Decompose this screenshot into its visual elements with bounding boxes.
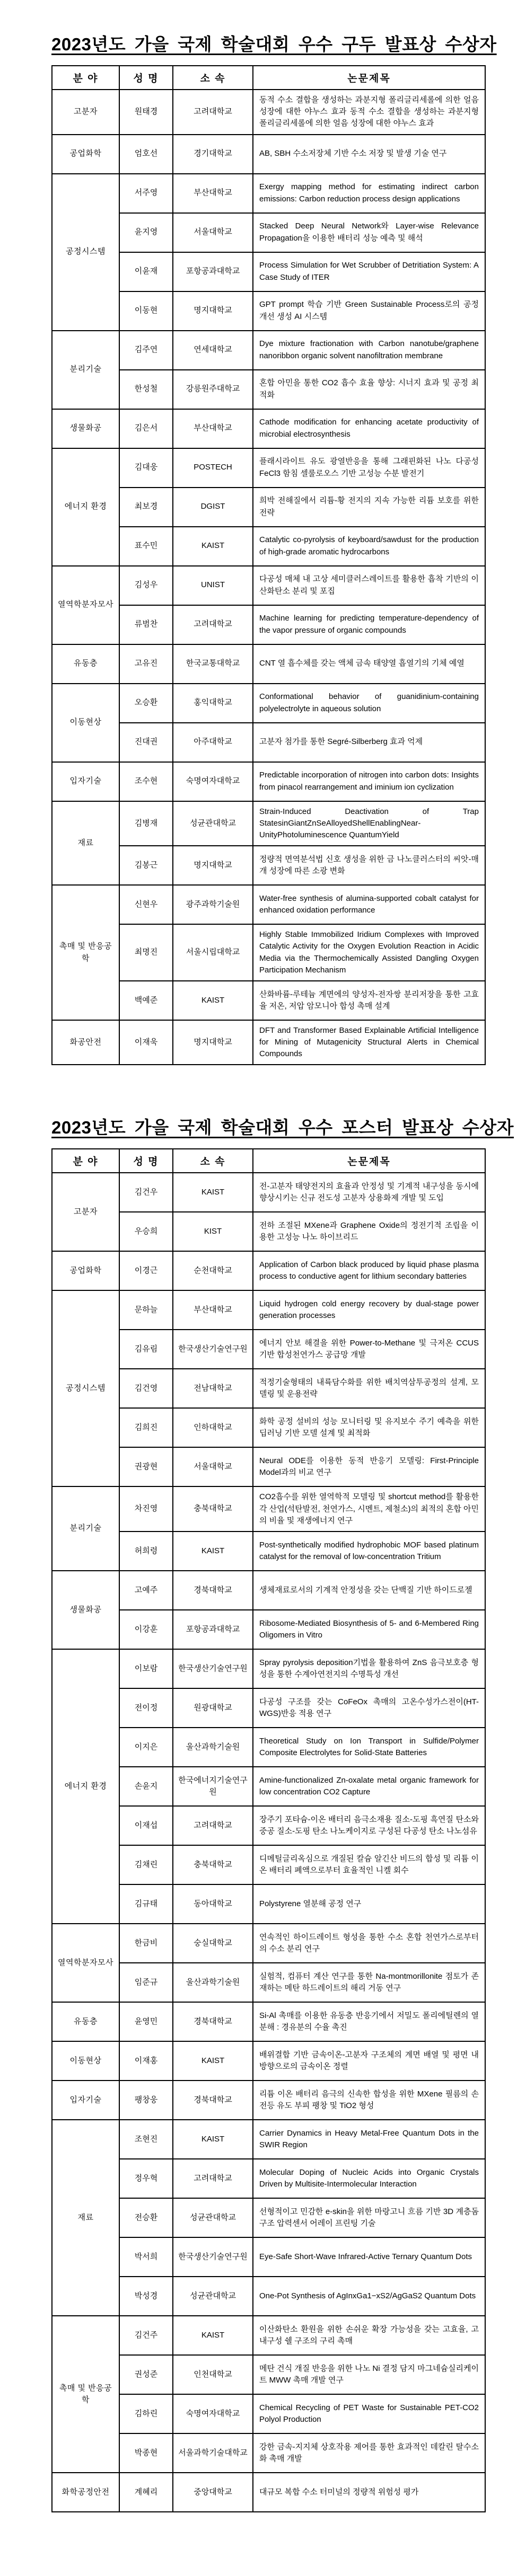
paper-title-cell: 대규모 복합 수소 터미널의 정량적 위험성 평가 [253,2473,485,2512]
paper-title-cell: Molecular Doping of Nucleic Acids into Organic Crystals Driven by Multisite-Intermolecular Interaction [253,2159,485,2198]
paper-title-cell: 플래시라이트 유도 광열반응을 통해 그래핀화된 나노 다공성 FeCl3 함침 셀룰로오스 기반 고성능 수분 발전기 [253,448,485,488]
winner-name-cell: 조수현 [119,762,173,801]
field-cell: 입자기술 [52,762,119,801]
winner-name-cell: 고유진 [119,644,173,684]
affiliation-cell: KAIST [173,1173,253,1212]
paper-title-cell: 선형적이고 민감한 e-skin을 위한 마랑고니 흐름 기반 3D 계층돔 구조 압력센서 어레이 프린팅 기술 [253,2198,485,2237]
winner-name-cell: 김하린 [119,2394,173,2433]
field-cell: 공정시스템 [52,1290,119,1486]
award-row [52,1571,485,1610]
paper-title-cell: 동적 수소 결합을 생성하는 과분지형 폴리글리세롤에 의한 얼음 성장에 대한 야누스 효과 동적 수소 결합을 생성하는 과분지형 폴리글리세롤에 의한 얼음 성장에 대한 야누스 효과 [253,90,485,135]
winner-name-cell: 김봉근 [119,846,173,885]
winner-name-cell: 이강훈 [119,1610,173,1649]
paper-title-cell: 화학 공정 설비의 성능 모니터링 및 유지보수 주기 예측을 위한 딥러닝 기반 모델 설계 및 최적화 [253,1408,485,1447]
paper-title-cell: 디메틸글리옥심으로 개질된 칼슘 알긴산 비드의 합성 및 리튬 이온 배터리 폐액으로부터 효율적인 니켈 회수 [253,1845,485,1884]
header-row [52,1149,485,1173]
affiliation-cell: 서울시립대학교 [173,924,253,981]
paper-title-cell: 다공성 매체 내 고상 세미클러스레이트를 활용한 흡착 기반의 이산화탄소 분리 및 포집 [253,566,485,605]
paper-title-cell: 실험적, 컴퓨터 계산 연구를 통한 Na-montmorillonite 점토가 존재하는 메탄 하드레이트의 해리 거동 연구 [253,1963,485,2002]
paper-title-cell: 산화바륨-루테늄 계면에의 양성자-전자쌍 분리저장을 통한 고효율 저온, 저압 암모니아 합성 촉매 설계 [253,981,485,1020]
affiliation-cell: 숙명여자대학교 [173,2394,253,2433]
affiliation-cell: 울산과학기술원 [173,1963,253,2002]
field-cell: 유동층 [52,2002,119,2041]
paper-title-cell: Chemical Recycling of PET Waste for Sustainable PET-CO2 Polyol Production [253,2394,485,2433]
award-row [52,331,485,370]
winner-name-cell: 차진영 [119,1486,173,1532]
winner-name-cell: 김규태 [119,1884,173,1924]
paper-title-cell: Neural ODE를 이용한 동적 반응기 모델링: First-Principle Model과의 비교 연구 [253,1447,485,1486]
winner-name-cell: 김병재 [119,801,173,846]
affiliation-cell: 동아대학교 [173,1884,253,1924]
affiliation-cell: KAIST [173,2316,253,2355]
award-row [52,644,485,684]
winner-name-cell: 윤영민 [119,2002,173,2041]
winner-name-cell: 김건영 [119,1369,173,1408]
field-cell: 분리기술 [52,331,119,409]
field-cell: 공업화학 [52,135,119,174]
winner-name-cell: 김은서 [119,409,173,448]
affiliation-cell: 경북대학교 [173,2081,253,2120]
winner-name-cell: 김건주 [119,2316,173,2355]
affiliation-cell: KAIST [173,1532,253,1571]
paper-title-cell: 에너지 안보 해결을 위한 Power-to-Methane 및 극저온 CCUS 기반 합성천연가스 공급망 개발 [253,1330,485,1369]
winner-name-cell: 전이정 [119,1688,173,1728]
name-column-header: 성 명 [119,1149,173,1173]
paper-title-cell: 연속적인 하이드레이트 형성을 통한 수소 혼합 천연가스로부터의 수소 분리 연구 [253,1924,485,1963]
field-cell: 에너지 환경 [52,1649,119,1924]
winner-name-cell: 최보경 [119,488,173,527]
winner-name-cell: 이지은 [119,1728,173,1767]
paper-title-cell: Cathode modification for enhancing acetate productivity of microbial electrosynthesis [253,409,485,448]
poster-award-section [51,1114,514,2512]
paper-title-cell: Stacked Deep Neural Network와 Layer-wise Relevance Propagation을 이용한 배터리 성능 예측 및 해석 [253,213,485,252]
header-row [52,66,485,90]
affiliation-cell: 고려대학교 [173,1806,253,1845]
field-cell: 공정시스템 [52,174,119,331]
field-cell: 화학공정안전 [52,2473,119,2512]
winner-name-cell: 이보람 [119,1649,173,1688]
field-cell: 이동현상 [52,684,119,762]
affiliation-cell: 경북대학교 [173,2002,253,2041]
field-cell: 분리기술 [52,1486,119,1571]
winner-name-cell: 이경근 [119,1251,173,1290]
winner-name-cell: 손윤지 [119,1767,173,1806]
field-cell: 에너지 환경 [52,448,119,566]
poster-award-title: 2023년도 가을 국제 학술대회 우수 포스터 발표상 수상자 [51,1118,514,1138]
paper-title-cell: Exergy mapping method for estimating indirect carbon emissions: Carbon reduction process design applications [253,174,485,213]
paper-title-cell: Application of Carbon black produced by liquid phase plasma process to conductive agent for lithium secondary batteries [253,1251,485,1290]
award-row [52,1486,485,1532]
winner-name-cell: 서주영 [119,174,173,213]
winner-name-cell: 박서희 [119,2237,173,2277]
affiliation-cell: 서울대학교 [173,213,253,252]
paper-title-cell: Catalytic co-pyrolysis of keyboard/sawdust for the production of high-grade aromatic hydrocarbons [253,527,485,566]
field-cell: 생물화공 [52,409,119,448]
paper-title-cell: GPT prompt 학습 기반 Green Sustainable Process로의 공정 개선 생성 AI 시스템 [253,291,485,331]
winner-name-cell: 류범찬 [119,605,173,644]
affiliation-cell: 한국에너지기술연구원 [173,1767,253,1806]
winner-name-cell: 김유림 [119,1330,173,1369]
paper-title-cell: One-Pot Synthesis of AgInxGa1−xS2/AgGaS2 Quantum Dots [253,2277,485,2316]
award-row [52,2081,485,2120]
paper-title-cell: 메탄 건식 개질 반응을 위한 나노 Ni 결정 담지 마그네슘실리케이트 MWW 촉매 개발 연구 [253,2355,485,2394]
affiliation-cell: KIST [173,1212,253,1251]
paper-title-cell: 전하 조절된 MXene과 Graphene Oxide의 정전기적 조립을 이용한 고성능 나노 하이브리드 [253,1212,485,1251]
affiliation-cell: 순천대학교 [173,1251,253,1290]
oral-award-table [51,65,486,1065]
paper-title-cell: 다공성 구조를 갖는 CoFeOx 촉매의 고온수성가스전이(HT-WGS)반응 적용 연구 [253,1688,485,1728]
award-row [52,1649,485,1688]
paper-title-cell: DFT and Transformer Based Explainable Artificial Intelligence for Mining of Mutagenicity Structural Alerts in Chemical Compounds [253,1020,485,1065]
paper-title-cell: 생체재료로서의 기계적 안정성을 갖는 단백질 기반 하이드로젤 [253,1571,485,1610]
affiliation-cell: 중앙대학교 [173,2473,253,2512]
winner-name-cell: 이재욱 [119,1020,173,1065]
field-cell: 재료 [52,2120,119,2316]
affiliation-cell: 경기대학교 [173,135,253,174]
award-row [52,174,485,213]
affiliation-cell: 경북대학교 [173,1571,253,1610]
affiliation-cell: KAIST [173,981,253,1020]
winner-name-cell: 박종현 [119,2433,173,2473]
winner-name-cell: 박성경 [119,2277,173,2316]
winner-name-cell: 원태경 [119,90,173,135]
winner-name-cell: 엄호선 [119,135,173,174]
winner-name-cell: 한금비 [119,1924,173,1963]
paper-title-cell: Amine-functionalized Zn-oxalate metal organic framework for low concentration CO2 Capture [253,1767,485,1806]
affiliation-column-header: 소 속 [173,66,253,90]
winner-name-cell: 허희령 [119,1532,173,1571]
affiliation-cell: 충북대학교 [173,1486,253,1532]
paper-title-cell: Water-free synthesis of alumina-supported cobalt catalyst for enhanced oxidation performance [253,885,485,924]
paper-title-cell: 희박 전해질에서 리튬-황 전지의 지속 가능한 리튬 보호를 위한 전략 [253,488,485,527]
award-row [52,1924,485,1963]
winner-name-cell: 권성준 [119,2355,173,2394]
oral-award-title: 2023년도 가을 국제 학술대회 우수 구두 발표상 수상자 [51,34,497,54]
field-cell: 고분자 [52,90,119,135]
paper-title-cell: Theoretical Study on Ion Transport in Sulfide/Polymer Composite Electrolytes for Solid-State Batteries [253,1728,485,1767]
paper-title-cell: 배위결합 기반 금속이온-고분자 구조체의 계면 배열 및 평면 내 방향으로의 금속이온 정렬 [253,2041,485,2081]
affiliation-cell: KAIST [173,2120,253,2159]
affiliation-cell: 연세대학교 [173,331,253,370]
affiliation-cell: POSTECH [173,448,253,488]
field-cell: 화공안전 [52,1020,119,1065]
affiliation-cell: DGIST [173,488,253,527]
winner-name-cell: 임준규 [119,1963,173,2002]
winner-name-cell: 백예준 [119,981,173,1020]
field-cell: 유동층 [52,644,119,684]
affiliation-cell: KAIST [173,527,253,566]
award-row [52,2316,485,2355]
paper-title-cell: AB, SBH 수소저장체 기반 수소 저장 및 발생 기술 연구 [253,135,485,174]
affiliation-cell: 한국생산기술연구원 [173,1649,253,1688]
paper-title-cell: 혼합 아민을 통한 CO2 흡수 효율 향상: 시너지 효과 및 공정 최적화 [253,370,485,409]
award-row [52,135,485,174]
affiliation-cell: 부산대학교 [173,174,253,213]
affiliation-cell: 부산대학교 [173,409,253,448]
paper-title-cell: 고분자 첨가를 통한 Segré-Silberberg 효과 억제 [253,723,485,762]
winner-name-cell: 김성우 [119,566,173,605]
winner-name-cell: 표수민 [119,527,173,566]
paper-title-cell: 리튬 이온 배터리 음극의 신속한 합성을 위한 MXene 필름의 손전등 유도 부피 팽창 및 TiO2 형성 [253,2081,485,2120]
field-cell: 고분자 [52,1173,119,1251]
paper-title-cell: CO2흡수를 위한 열역학적 모델링 및 shortcut method를 활용한 각 산업(석탄발전, 천연가스, 시멘트, 제철소)의 최적의 혼합 아민의 비율 및 재생에너지 연구 [253,1486,485,1532]
poster-award-table-body [52,1173,485,2512]
winner-name-cell: 신현우 [119,885,173,924]
affiliation-cell: 숭실대학교 [173,1924,253,1963]
winner-name-cell: 김주연 [119,331,173,370]
paper-title-cell: Ribosome-Mediated Biosynthesis of 5- and 6-Membered Ring Oligomers in Vitro [253,1610,485,1649]
paper-title-cell: CNT 열 흡수체를 갖는 액체 금속 태양열 흡열기의 기체 예열 [253,644,485,684]
award-row [52,1173,485,1212]
paper-title-cell: Strain-Induced Deactivation of Trap StatesinGiantZnSeAlloyedShellEnablingNear-UnityPhotoluminescence QuantumYield [253,801,485,846]
paper-title-cell: Process Simulation for Wet Scrubber of Detritiation System: A Case Study of ITER [253,252,485,291]
winner-name-cell: 김대웅 [119,448,173,488]
award-row [52,2120,485,2159]
paper-title-cell: 정량적 면역분석법 신호 생성을 위한 금 나노클러스터의 씨앗-매개 성장에 따른 소광 변화 [253,846,485,885]
winner-name-cell: 윤지영 [119,213,173,252]
paper-title-cell: Machine learning for predicting temperature-dependency of the vapor pressure of organic compounds [253,605,485,644]
winner-name-cell: 전승환 [119,2198,173,2237]
winner-name-cell: 오승환 [119,684,173,723]
affiliation-cell: 성균관대학교 [173,801,253,846]
award-row [52,2002,485,2041]
poster-award-table [51,1148,486,2512]
field-cell: 촉매 및 반응공학 [52,2316,119,2473]
winner-name-cell: 진대권 [119,723,173,762]
affiliation-cell: 성균관대학교 [173,2198,253,2237]
affiliation-cell: 숙명여자대학교 [173,762,253,801]
affiliation-cell: 명지대학교 [173,291,253,331]
affiliation-cell: 고려대학교 [173,2159,253,2198]
winner-name-cell: 이재섭 [119,1806,173,1845]
affiliation-cell: 광주과학기술원 [173,885,253,924]
paper-title-cell: Liquid hydrogen cold energy recovery by dual-stage power generation processes [253,1290,485,1330]
award-row [52,2473,485,2512]
winner-name-cell: 문하늘 [119,1290,173,1330]
affiliation-cell: 전남대학교 [173,1369,253,1408]
name-column-header: 성 명 [119,66,173,90]
field-cell: 열역학분자모사 [52,1924,119,2002]
field-column-header: 분 야 [52,66,119,90]
affiliation-cell: UNIST [173,566,253,605]
winner-name-cell: 팽창웅 [119,2081,173,2120]
paper-title-cell: 전-고분자 태양전지의 효율과 안정성 및 기계적 내구성을 동시에 향상시키는 신규 전도성 고분자 상용화제 개발 및 도입 [253,1173,485,1212]
winner-name-cell: 권광현 [119,1447,173,1486]
award-row [52,885,485,924]
winner-name-cell: 고예주 [119,1571,173,1610]
affiliation-cell: 인천대학교 [173,2355,253,2394]
field-cell: 공업화학 [52,1251,119,1290]
paper-title-cell: Spray pyrolysis deposition기법을 활용하여 ZnS 음극보호층 형성을 통한 수계아연전지의 수명특성 개선 [253,1649,485,1688]
affiliation-cell: 고려대학교 [173,90,253,135]
winner-name-cell: 조현진 [119,2120,173,2159]
award-row [52,409,485,448]
affiliation-cell: 명지대학교 [173,1020,253,1065]
affiliation-cell: 한국교통대학교 [173,644,253,684]
paper-title-cell: Polystyrene 열분해 공정 연구 [253,1884,485,1924]
oral-award-table-body [52,90,485,1065]
paper-title-cell: Predictable incorporation of nitrogen into carbon dots: Insights from pinacol rearrangement and iminium ion cyclization [253,762,485,801]
winner-name-cell: 최명진 [119,924,173,981]
affiliation-cell: 부산대학교 [173,1290,253,1330]
affiliation-cell: 서울과학기술대학교 [173,2433,253,2473]
paper-title-cell: Si-Al 촉매를 이용한 유동층 반응기에서 저밀도 폴리에틸렌의 열분해 : 경유분의 수율 촉진 [253,2002,485,2041]
award-row [52,566,485,605]
field-cell: 생물화공 [52,1571,119,1649]
winner-name-cell: 김채린 [119,1845,173,1884]
award-row [52,90,485,135]
field-cell: 재료 [52,801,119,886]
field-cell: 입자기술 [52,2081,119,2120]
paper-title-cell: 장주기 포타슘-이온 배터리 음극소재용 질소-도핑 흑연질 탄소와 중공 질소-도핑 탄소 나노케이지로 구성된 다공성 탄소 나노섬유 [253,1806,485,1845]
field-column-header: 분 야 [52,1149,119,1173]
paper-title-cell: Eye-Safe Short-Wave Infrared-Active Ternary Quantum Dots [253,2237,485,2277]
affiliation-cell: 충북대학교 [173,1845,253,1884]
field-cell: 촉매 및 반응공학 [52,885,119,1020]
affiliation-cell: KAIST [173,2041,253,2081]
winner-name-cell: 김희진 [119,1408,173,1447]
winner-name-cell: 이동현 [119,291,173,331]
affiliation-cell: 원광대학교 [173,1688,253,1728]
award-row [52,1020,485,1065]
affiliation-cell: 강릉원주대학교 [173,370,253,409]
award-row [52,1251,485,1290]
paper-title-cell: Conformational behavior of guanidinium-containing polyelectrolyte in aqueous solution [253,684,485,723]
award-row [52,801,485,846]
affiliation-cell: 성균관대학교 [173,2277,253,2316]
affiliation-cell: 서울대학교 [173,1447,253,1486]
paper-title-cell: Carrier Dynamics in Heavy Metal-Free Quantum Dots in the SWIR Region [253,2120,485,2159]
paper-title-cell: Highly Stable Immobilized Iridium Complexes with Improved Catalytic Activity for the Oxygen Evolution Reaction in Acidic Media via the Thermochemically Assisted Dangling Oxygen Participation Mechanism [253,924,485,981]
affiliation-cell: 포항공과대학교 [173,1610,253,1649]
winner-name-cell: 이윤재 [119,252,173,291]
winner-name-cell: 우승희 [119,1212,173,1251]
oral-award-section [51,31,497,1065]
winner-name-cell: 정우혁 [119,2159,173,2198]
affiliation-cell: 인하대학교 [173,1408,253,1447]
affiliation-column-header: 소 속 [173,1149,253,1173]
award-row [52,684,485,723]
field-cell: 이동현상 [52,2041,119,2081]
award-row [52,1290,485,1330]
award-row [52,2041,485,2081]
winner-name-cell: 계혜리 [119,2473,173,2512]
paper-title-cell: Post-synthetically modified hydrophobic MOF based platinum catalyst for the removal of low-concentration Tritium [253,1532,485,1571]
winner-name-cell: 김건우 [119,1173,173,1212]
affiliation-cell: 울산과학기술원 [173,1728,253,1767]
affiliation-cell: 아주대학교 [173,723,253,762]
affiliation-cell: 한국생산기술연구원 [173,2237,253,2277]
affiliation-cell: 고려대학교 [173,605,253,644]
paper-title-column-header: 논문제목 [253,1149,485,1173]
award-row [52,448,485,488]
affiliation-cell: 한국생산기술연구원 [173,1330,253,1369]
winner-name-cell: 이재홍 [119,2041,173,2081]
paper-title-column-header: 논문제목 [253,66,485,90]
affiliation-cell: 포항공과대학교 [173,252,253,291]
affiliation-cell: 홍익대학교 [173,684,253,723]
paper-title-cell: 이산화탄소 환원을 위한 손쉬운 확장 가능성을 갖는 고효율, 고내구성 쉘 구조의 구리 촉매 [253,2316,485,2355]
affiliation-cell: 명지대학교 [173,846,253,885]
winner-name-cell: 한성철 [119,370,173,409]
paper-title-cell: 강한 금속-지지체 상호작용 제어를 통한 효과적인 데칼린 탈수소화 촉매 개발 [253,2433,485,2473]
paper-title-cell: 적정기술형태의 내륙담수화를 위한 배치역삼투공정의 설계, 모델링 및 운용전략 [253,1369,485,1408]
field-cell: 열역학분자모사 [52,566,119,644]
award-row [52,762,485,801]
paper-title-cell: Dye mixture fractionation with Carbon nanotube/graphene nanoribbon organic solvent nanofiltration membrane [253,331,485,370]
